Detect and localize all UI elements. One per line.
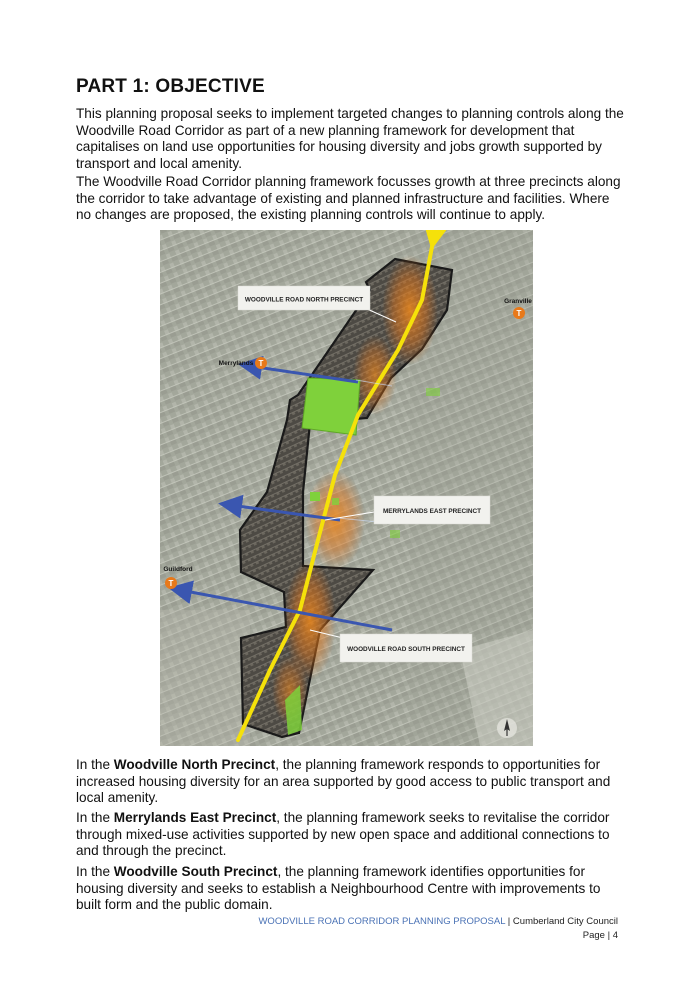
corridor-map <box>160 230 533 746</box>
label-merrylands-east-precinct: MERRYLANDS EAST PRECINCT <box>382 508 482 515</box>
precinct-name-east: Merrylands East Precinct <box>113 810 277 825</box>
precinct-paragraph-east: In the Merrylands East Precinct, the planning framework seeks to revitalise the corridor through mixed-use activities supported by new open space and additional connections to and through the precinct. <box>76 810 610 859</box>
station-label-granville: Granville <box>504 298 532 305</box>
north-arrow-icon <box>497 718 517 738</box>
intro-paragraph-1: This planning proposal seeks to implement targeted changes to planning controls along the Woodville Road Corridor as part of a new planning framework for development that capitalises on land use opportunities for housing diversity and jobs growth supported by transport and local amenity. <box>76 106 624 171</box>
park-area-1 <box>302 378 360 435</box>
page-heading: PART 1: OBJECTIVE <box>76 76 265 97</box>
label-north-precinct: WOODVILLE ROAD NORTH PRECINCT <box>244 296 364 304</box>
park-area-2 <box>310 492 320 501</box>
footer-doc-title: WOODVILLE ROAD CORRIDOR PLANNING PROPOSAL <box>258 916 506 927</box>
precinct-name-south: Woodville South Precinct <box>113 864 278 879</box>
precinct-paragraph-north: In the Woodville North Precinct, the planning framework responds to opportunities for increased housing diversity for an area supported by good access to public transport and local amenity. <box>76 757 611 806</box>
park-area-3 <box>332 498 339 505</box>
station-label-guildford: Guildford <box>163 566 193 573</box>
footer-council: Cumberland City Council <box>512 916 618 927</box>
precinct-name-north: Woodville North Precinct <box>113 757 276 772</box>
page-footer: WOODVILLE ROAD CORRIDOR PLANNING PROPOSAL | Cumberland City Council Page | 4 <box>258 916 618 941</box>
precinct-paragraph-south: In the Woodville South Precinct, the planning framework identifies opportunities for housing diversity and seeks to establish a Neighbourhood Centre with improvements to built form and the public domain. <box>76 864 601 913</box>
label-south-precinct: WOODVILLE ROAD SOUTH PRECINCT <box>347 646 465 653</box>
intro-paragraph-2: The Woodville Road Corridor planning framework focusses growth at three precincts along the corridor to take advantage of existing and planned infrastructure and facilities. Where no changes are proposed, the existing planning controls will continue to apply. <box>76 174 621 223</box>
svg-text:T: T <box>258 359 264 368</box>
svg-text:T: T <box>168 579 174 588</box>
svg-text:T: T <box>516 309 522 318</box>
page-number: Page | 4 <box>582 930 618 941</box>
station-label-merrylands: Merrylands <box>218 360 254 367</box>
